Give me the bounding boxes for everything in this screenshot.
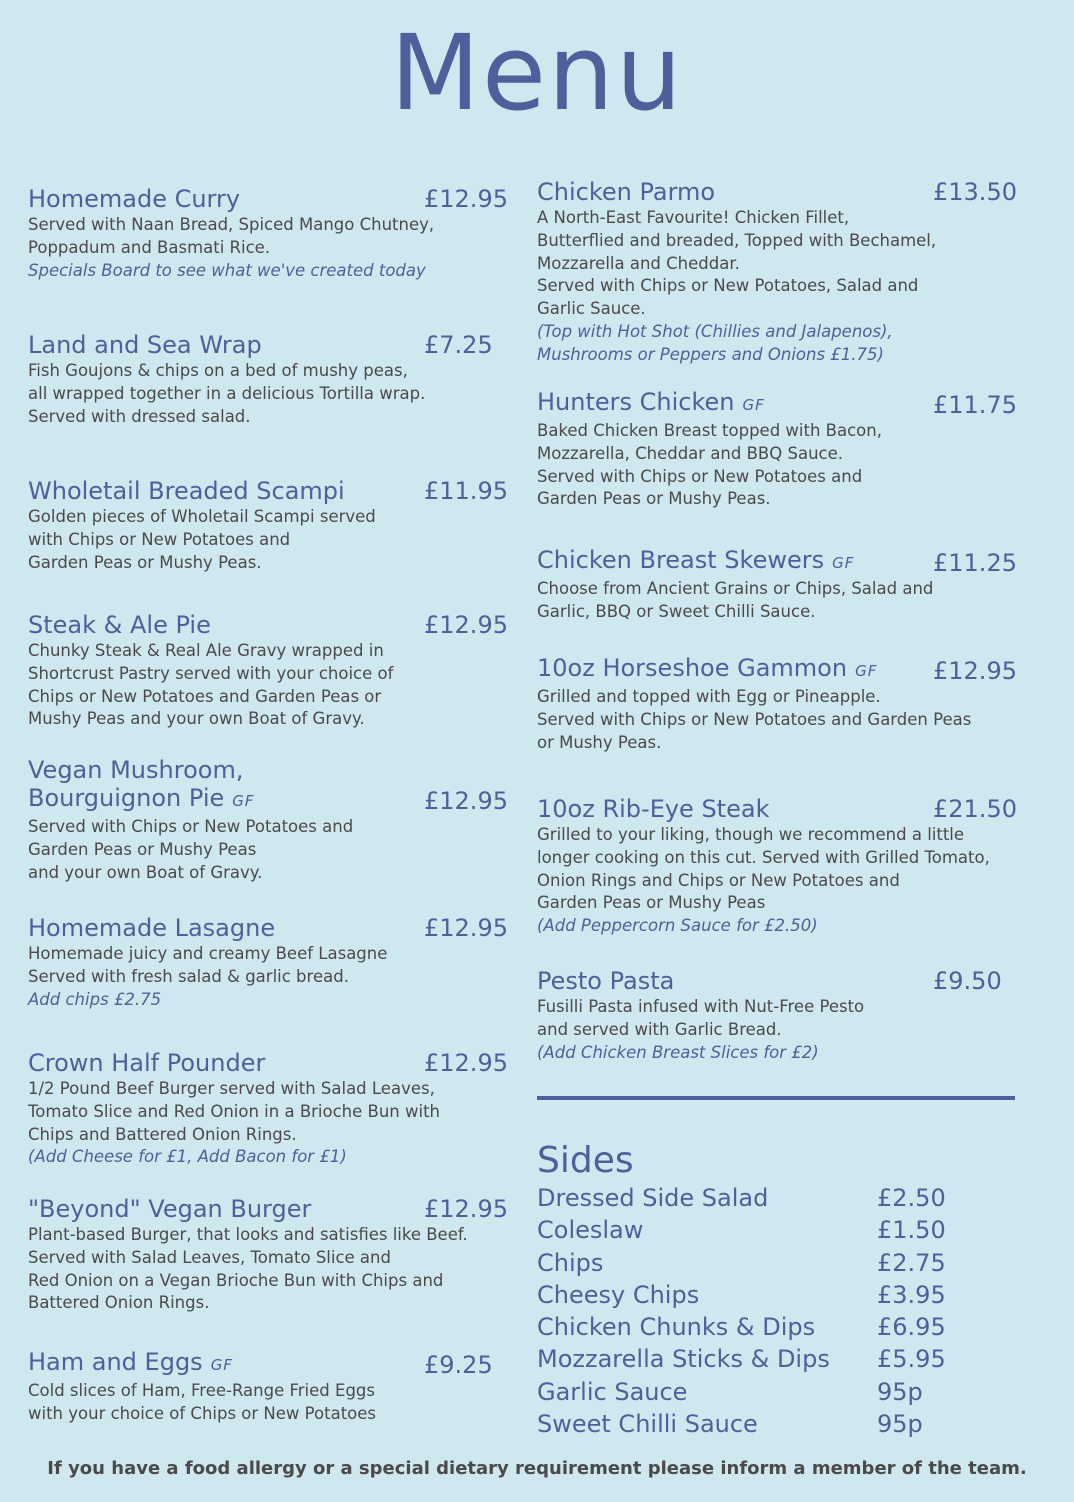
menu-item-price: £12.95 [424, 185, 508, 213]
menu-item-name-text: Steak & Ale Pie [28, 611, 211, 639]
description-line: Garlic Sauce. [537, 299, 646, 319]
menu-item-description [537, 996, 1017, 1042]
description-line: all wrapped together in a delicious Tortilla wrap. [28, 383, 426, 403]
menu-title: Menu [390, 12, 684, 134]
description-line: Butterflied and breaded, Topped with Bechamel, [537, 230, 937, 250]
description-line: Battered Onion Rings. [28, 1293, 210, 1313]
description-line: Onion Rings and Chips or New Potatoes and [537, 870, 900, 890]
menu-item-description [537, 420, 1017, 511]
side-item-chips [537, 1247, 1017, 1279]
menu-item-price: £12.95 [424, 611, 508, 639]
side-item-mozzarella-sticks-dips [537, 1343, 1017, 1375]
description-line: or Mushy Peas. [537, 732, 662, 752]
menu-item-description [28, 943, 508, 989]
menu-item-name-line: Vegan Mushroom, [28, 756, 244, 784]
description-line: Garden Peas or Mushy Peas [28, 839, 257, 859]
menu-item-homemade-lasagne [28, 913, 508, 1011]
menu-item-description [537, 686, 1017, 754]
menu-item-chicken-parmo [537, 177, 1017, 367]
description-line: Served with Salad Leaves, Tomato Slice and [28, 1247, 391, 1267]
description-line: Served with Chips or New Potatoes and [537, 466, 863, 486]
description-line: Fish Goujons & chips on a bed of mushy peas, [28, 361, 408, 380]
menu-item-price: £12.95 [424, 1049, 508, 1077]
side-item-name: Chicken Chunks & Dips [537, 1313, 816, 1342]
description-line: Cold slices of Ham, Free-Range Fried Eggs [28, 1381, 375, 1400]
menu-item-price: £7.25 [424, 331, 493, 359]
menu-item-header [537, 390, 1017, 420]
side-item-name: Dressed Side Salad [537, 1184, 769, 1212]
sides-list [537, 1182, 1017, 1440]
description-line: longer cooking on this cut. Served with Grilled Tomato, [537, 847, 990, 867]
menu-item-homemade-curry [28, 184, 508, 282]
menu-item-crown-half-pounder [28, 1048, 508, 1169]
menu-item-hunters-chicken [537, 390, 1017, 511]
note-line: (Add Peppercorn Sauce for £2.50) [537, 916, 818, 936]
menu-item-chicken-breast-skewers [537, 548, 1017, 624]
description-line: Mushy Peas and your own Boat of Gravy. [28, 709, 365, 729]
description-line: Garden Peas or Mushy Peas [537, 893, 766, 913]
side-item-price: £5.95 [877, 1345, 946, 1374]
menu-item-name-text: Chicken Breast Skewers [537, 546, 825, 574]
menu-item-name [28, 610, 211, 640]
menu-item-description [28, 360, 508, 428]
side-item-name: Mozzarella Sticks & Dips [537, 1345, 830, 1374]
menu-item-name-text: "Beyond" Vegan Burger [28, 1195, 312, 1223]
menu-item-name [537, 177, 715, 207]
description-line: Poppadum and Basmati Rice. [28, 237, 271, 257]
description-line: Baked Chicken Breast topped with Bacon, [537, 421, 882, 440]
description-line: Tomato Slice and Red Onion in a Brioche Bun with [28, 1101, 441, 1121]
menu-item-header [28, 476, 508, 506]
side-item-dressed-side-salad [537, 1182, 1017, 1214]
description-line: Homemade juicy and creamy Beef Lasagne [28, 944, 388, 963]
description-line: Chunky Steak & Real Ale Gravy wrapped in [28, 641, 384, 660]
menu-item-name-text: Homemade Curry [28, 185, 241, 213]
menu-item-header [537, 548, 1017, 578]
menu-item-name-text: Ham and Eggs [28, 1348, 203, 1376]
menu-item-description [28, 506, 508, 574]
menu-item-name [537, 387, 765, 420]
description-line: with Chips or New Potatoes and [28, 529, 291, 549]
menu-item-name [537, 966, 674, 996]
menu-item-price: £9.50 [933, 967, 1002, 995]
menu-item-description [537, 578, 1017, 624]
description-line: Chips and Battered Onion Rings. [28, 1124, 297, 1144]
menu-item-header [537, 794, 1017, 824]
menu-item-price: £13.50 [933, 178, 1017, 206]
menu-item-name [537, 653, 877, 686]
side-item-garlic-sauce [537, 1376, 1017, 1408]
side-item-price: £3.95 [877, 1280, 946, 1309]
note-line: (Top with Hot Shot (Chillies and Jalapenos), [537, 321, 893, 341]
menu-item-ham-and-eggs [28, 1350, 508, 1426]
menu-item-pesto-pasta [537, 966, 1017, 1064]
description-line: Choose from Ancient Grains or Chips, Salad and [537, 579, 934, 598]
side-item-price: 95p [877, 1377, 923, 1406]
menu-item-name-text: Crown Half Pounder [28, 1049, 266, 1077]
menu-item-name [28, 1194, 311, 1224]
menu-item-description [28, 1380, 508, 1426]
menu-item-price: £21.50 [933, 795, 1017, 823]
menu-item-10oz-rib-eye-steak [537, 794, 1017, 938]
menu-item-note [537, 321, 1017, 367]
gluten-free-tag: GF [210, 1356, 233, 1374]
menu-item-note [537, 1042, 1017, 1065]
menu-item-10oz-horseshoe-gammon [537, 656, 1017, 754]
description-line: Garden Peas or Mushy Peas. [537, 489, 771, 509]
menu-item-price: £12.95 [424, 1195, 508, 1223]
menu-item-name [28, 330, 262, 360]
menu-item-header [537, 656, 1017, 686]
description-line: Served with Naan Bread, Spiced Mango Chutney, [28, 215, 435, 234]
menu-item-header [28, 1048, 508, 1078]
menu-item-price: £11.75 [933, 391, 1017, 419]
note-line: Specials Board to see what we've created today [28, 260, 426, 280]
menu-item-header [28, 610, 508, 640]
description-line: Served with Chips or New Potatoes and Garden Peas [537, 709, 972, 729]
menu-item-name [537, 794, 769, 824]
menu-item-header [28, 330, 508, 360]
menu-item-name [537, 545, 854, 578]
description-line: and served with Garlic Bread. [537, 1019, 782, 1039]
menu-item-header [28, 786, 508, 816]
description-line: Served with fresh salad & garlic bread. [28, 966, 349, 986]
side-item-name: Cheesy Chips [537, 1280, 700, 1309]
menu-item-name [28, 913, 275, 943]
menu-item-name-text: 10oz Horseshoe Gammon [537, 654, 848, 682]
side-item-sweet-chilli-sauce [537, 1408, 1017, 1440]
side-item-name: Coleslaw [537, 1216, 644, 1245]
side-item-price: £2.75 [877, 1248, 946, 1277]
menu-item-note [537, 915, 1017, 938]
menu-item-steak-ale-pie [28, 610, 508, 731]
description-line: Shortcrust Pastry served with your choice of [28, 663, 394, 683]
side-item-price: 95p [877, 1410, 923, 1439]
gluten-free-tag: GF [742, 396, 765, 414]
section-divider [537, 1096, 1015, 1100]
description-line: Plant-based Burger, that looks and satisfies like Beef. [28, 1225, 468, 1244]
description-line: A North-East Favourite! Chicken Fillet, [537, 208, 850, 227]
description-line: Fusilli Pasta infused with Nut-Free Pesto [537, 997, 865, 1016]
menu-item-header [28, 184, 508, 214]
menu-item-description [28, 640, 508, 731]
side-item-name: Sweet Chilli Sauce [537, 1410, 758, 1439]
menu-item-name-text: Pesto Pasta [537, 967, 675, 995]
menu-item-price: £12.95 [424, 787, 508, 815]
side-item-price: £6.95 [877, 1313, 946, 1342]
menu-item-header [537, 177, 1017, 207]
menu-item-description [28, 1224, 508, 1315]
description-line: Mozzarella and Cheddar. [537, 253, 740, 273]
menu-item-note [28, 1146, 508, 1169]
menu-item-header [537, 966, 1017, 996]
menu-item-header [28, 913, 508, 943]
menu-item-name-text: Wholetail Breaded Scampi [28, 477, 345, 505]
description-line: and your own Boat of Gravy. [28, 862, 263, 882]
menu-item-name-text: Chicken Parmo [537, 178, 716, 206]
description-line: Grilled to your liking, though we recommend a little [537, 825, 965, 844]
menu-item-description [28, 214, 508, 260]
gluten-free-tag: GF [855, 662, 878, 680]
note-line: (Add Chicken Breast Slices for £2) [537, 1042, 819, 1062]
menu-item-name-text: Homemade Lasagne [28, 914, 276, 942]
menu-item-description [28, 816, 508, 884]
menu-item-price: £11.25 [933, 549, 1017, 577]
side-item-cheesy-chips [537, 1279, 1017, 1311]
description-line: Mozzarella, Cheddar and BBQ Sauce. [537, 443, 843, 463]
menu-item-beyond-vegan-burger [28, 1194, 508, 1315]
side-item-name: Chips [537, 1248, 604, 1277]
menu-item-name [28, 1048, 265, 1078]
sides-title: Sides [537, 1140, 634, 1181]
allergy-footer: If you have a food allergy or a special dietary requirement please inform a member of the team. [47, 1458, 1027, 1479]
gluten-free-tag: GF [232, 792, 255, 810]
menu-item-price: £11.95 [424, 477, 508, 505]
side-item-coleslaw [537, 1214, 1017, 1246]
menu-item-description [537, 824, 1017, 915]
description-line: Served with Chips or New Potatoes, Salad and [537, 276, 919, 296]
description-line: Served with dressed salad. [28, 406, 251, 426]
menu-item-name [28, 783, 255, 816]
menu-item-description [28, 1078, 508, 1146]
menu-item-price: £12.95 [424, 914, 508, 942]
menu-item-name [28, 1347, 233, 1380]
note-line: (Add Cheese for £1, Add Bacon for £1) [28, 1147, 347, 1167]
description-line: Served with Chips or New Potatoes and [28, 817, 354, 836]
menu-item-description [537, 207, 1017, 321]
description-line: Red Onion on a Vegan Brioche Bun with Chips and [28, 1270, 444, 1290]
description-line: Garden Peas or Mushy Peas. [28, 552, 262, 572]
menu-item-name [28, 476, 345, 506]
side-item-name: Garlic Sauce [537, 1377, 688, 1406]
menu-item-name [28, 184, 240, 214]
description-line: Grilled and topped with Egg or Pineapple. [537, 687, 881, 706]
menu-item-price: £9.25 [424, 1351, 493, 1379]
side-item-price: £1.50 [877, 1216, 946, 1245]
menu-item-name-text: 10oz Rib-Eye Steak [537, 795, 770, 823]
menu-item-header [28, 1194, 508, 1224]
menu-item-name-text: Land and Sea Wrap [28, 331, 262, 359]
note-line: Add chips £2.75 [28, 989, 162, 1009]
gluten-free-tag: GF [832, 554, 855, 572]
description-line: Golden pieces of Wholetail Scampi served [28, 507, 376, 526]
menu-item-name-text: Bourguignon Pie [28, 784, 225, 812]
description-line: Chips or New Potatoes and Garden Peas or [28, 686, 382, 706]
menu-item-price: £12.95 [933, 657, 1017, 685]
description-line: with your choice of Chips or New Potatoes [28, 1403, 377, 1423]
menu-item-bourguignon-pie [28, 754, 508, 884]
menu-item-header [28, 1350, 508, 1380]
menu-item-note [28, 260, 508, 283]
menu-item-note [28, 989, 508, 1012]
side-item-chicken-chunks-dips [537, 1311, 1017, 1343]
menu-item-land-and-sea-wrap [28, 330, 508, 428]
menu-item-name-text: Hunters Chicken [537, 388, 735, 416]
side-item-price: £2.50 [877, 1184, 946, 1212]
description-line: 1/2 Pound Beef Burger served with Salad Leaves, [28, 1079, 435, 1098]
menu-item-wholetail-breaded-scampi [28, 476, 508, 574]
description-line: Garlic, BBQ or Sweet Chilli Sauce. [537, 601, 816, 621]
note-line: Mushrooms or Peppers and Onions £1.75) [537, 344, 884, 364]
